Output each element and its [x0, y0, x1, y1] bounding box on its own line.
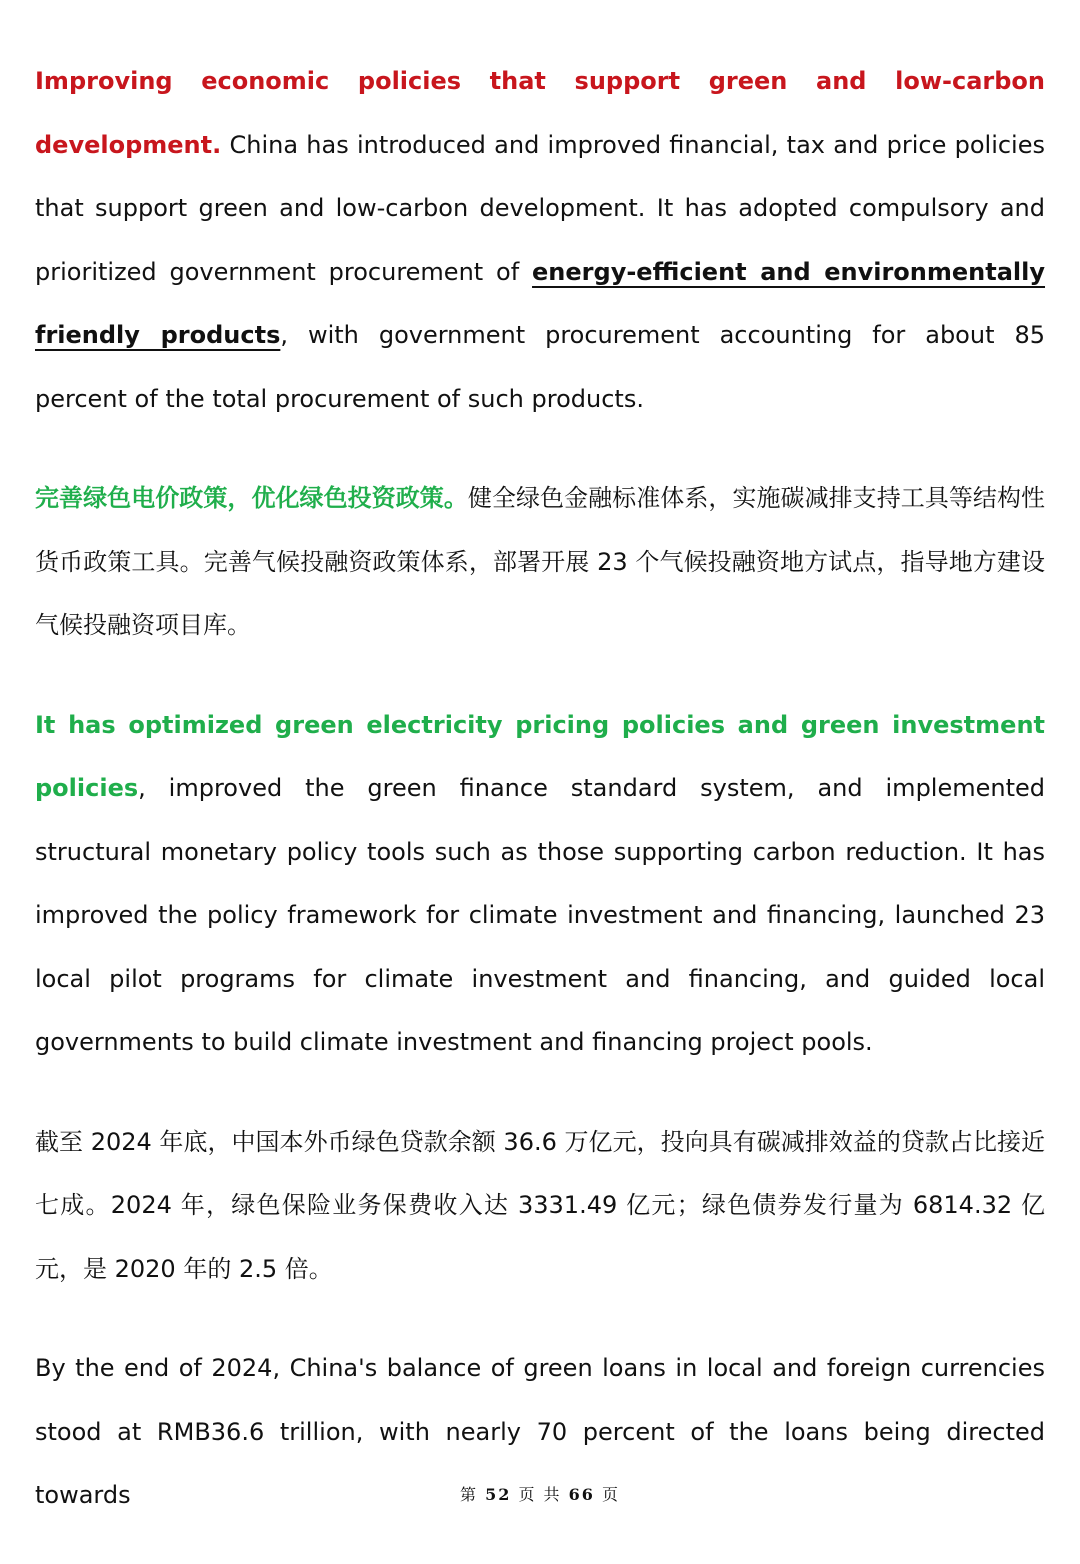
- footer-total-pages: 66: [568, 1485, 595, 1504]
- paragraph-text: 健全绿色金融标准体系，实施碳减排支持工具等结构性货币政策工具。完善气候投融资政策体系，部署开展 23 个气候投融资地方试点，指导地方建设气候投融资项目库。: [35, 484, 1046, 639]
- paragraph-text: , improved the green finance standard system, and implemented structural monetary policy tools such as those supporting carbon reduction. It has improved the policy framework for climate investment and financing, launched 23 local pilot programs for climate investment and financing, and guided local governments to build climate investment and financing project pools.: [35, 774, 1045, 1056]
- paragraph-chinese-green-loans: [35, 1111, 1045, 1302]
- paragraph-green-pricing-english: [35, 694, 1045, 1075]
- footer-prefix: 第: [459, 1485, 478, 1504]
- paragraph-lead-red: Improving economic policies that support green and low-carbon development.: [35, 67, 1045, 159]
- paragraph-economic-policies: [35, 50, 1045, 431]
- paragraph-chinese-green-pricing: [35, 467, 1045, 658]
- document-page: [35, 50, 1045, 1564]
- paragraph-lead-green: It has optimized green electricity pricing policies and green investment policies: [35, 710, 1045, 802]
- paragraph-text: By the end of 2024, China's balance of green loans in local and foreign currencies stood at RMB36.6 trillion, with nearly 70 percent of the loans being directed towards: [35, 1354, 1045, 1509]
- paragraph-text: , with government procurement accounting for about 85 percent of the total procurement of such products.: [35, 321, 1045, 413]
- paragraph-lead-green: 完善绿色电价政策，优化绿色投资政策。: [35, 484, 468, 512]
- underlined-phrase: energy-efficient and environmentally friendly products: [35, 257, 1046, 349]
- page-footer: [0, 1482, 1080, 1505]
- paragraph-text: 截至 2024 年底，中国本外币绿色贷款余额 36.6 万亿元，投向具有碳减排效益的贷款占比接近七成。2024 年，绿色保险业务保费收入达 3331.49 亿元；绿色债券发行量为 6814.32 亿元，是 2020 年的 2.5 倍。: [35, 1127, 1045, 1283]
- footer-page-number: 52: [485, 1485, 512, 1504]
- footer-middle: 页 共: [518, 1485, 562, 1504]
- paragraph-text: China has introduced and improved financial, tax and price policies that support green and low-carbon development. It has adopted compulsory and prioritized government procurement of: [35, 130, 1045, 286]
- footer-suffix: 页: [602, 1485, 621, 1504]
